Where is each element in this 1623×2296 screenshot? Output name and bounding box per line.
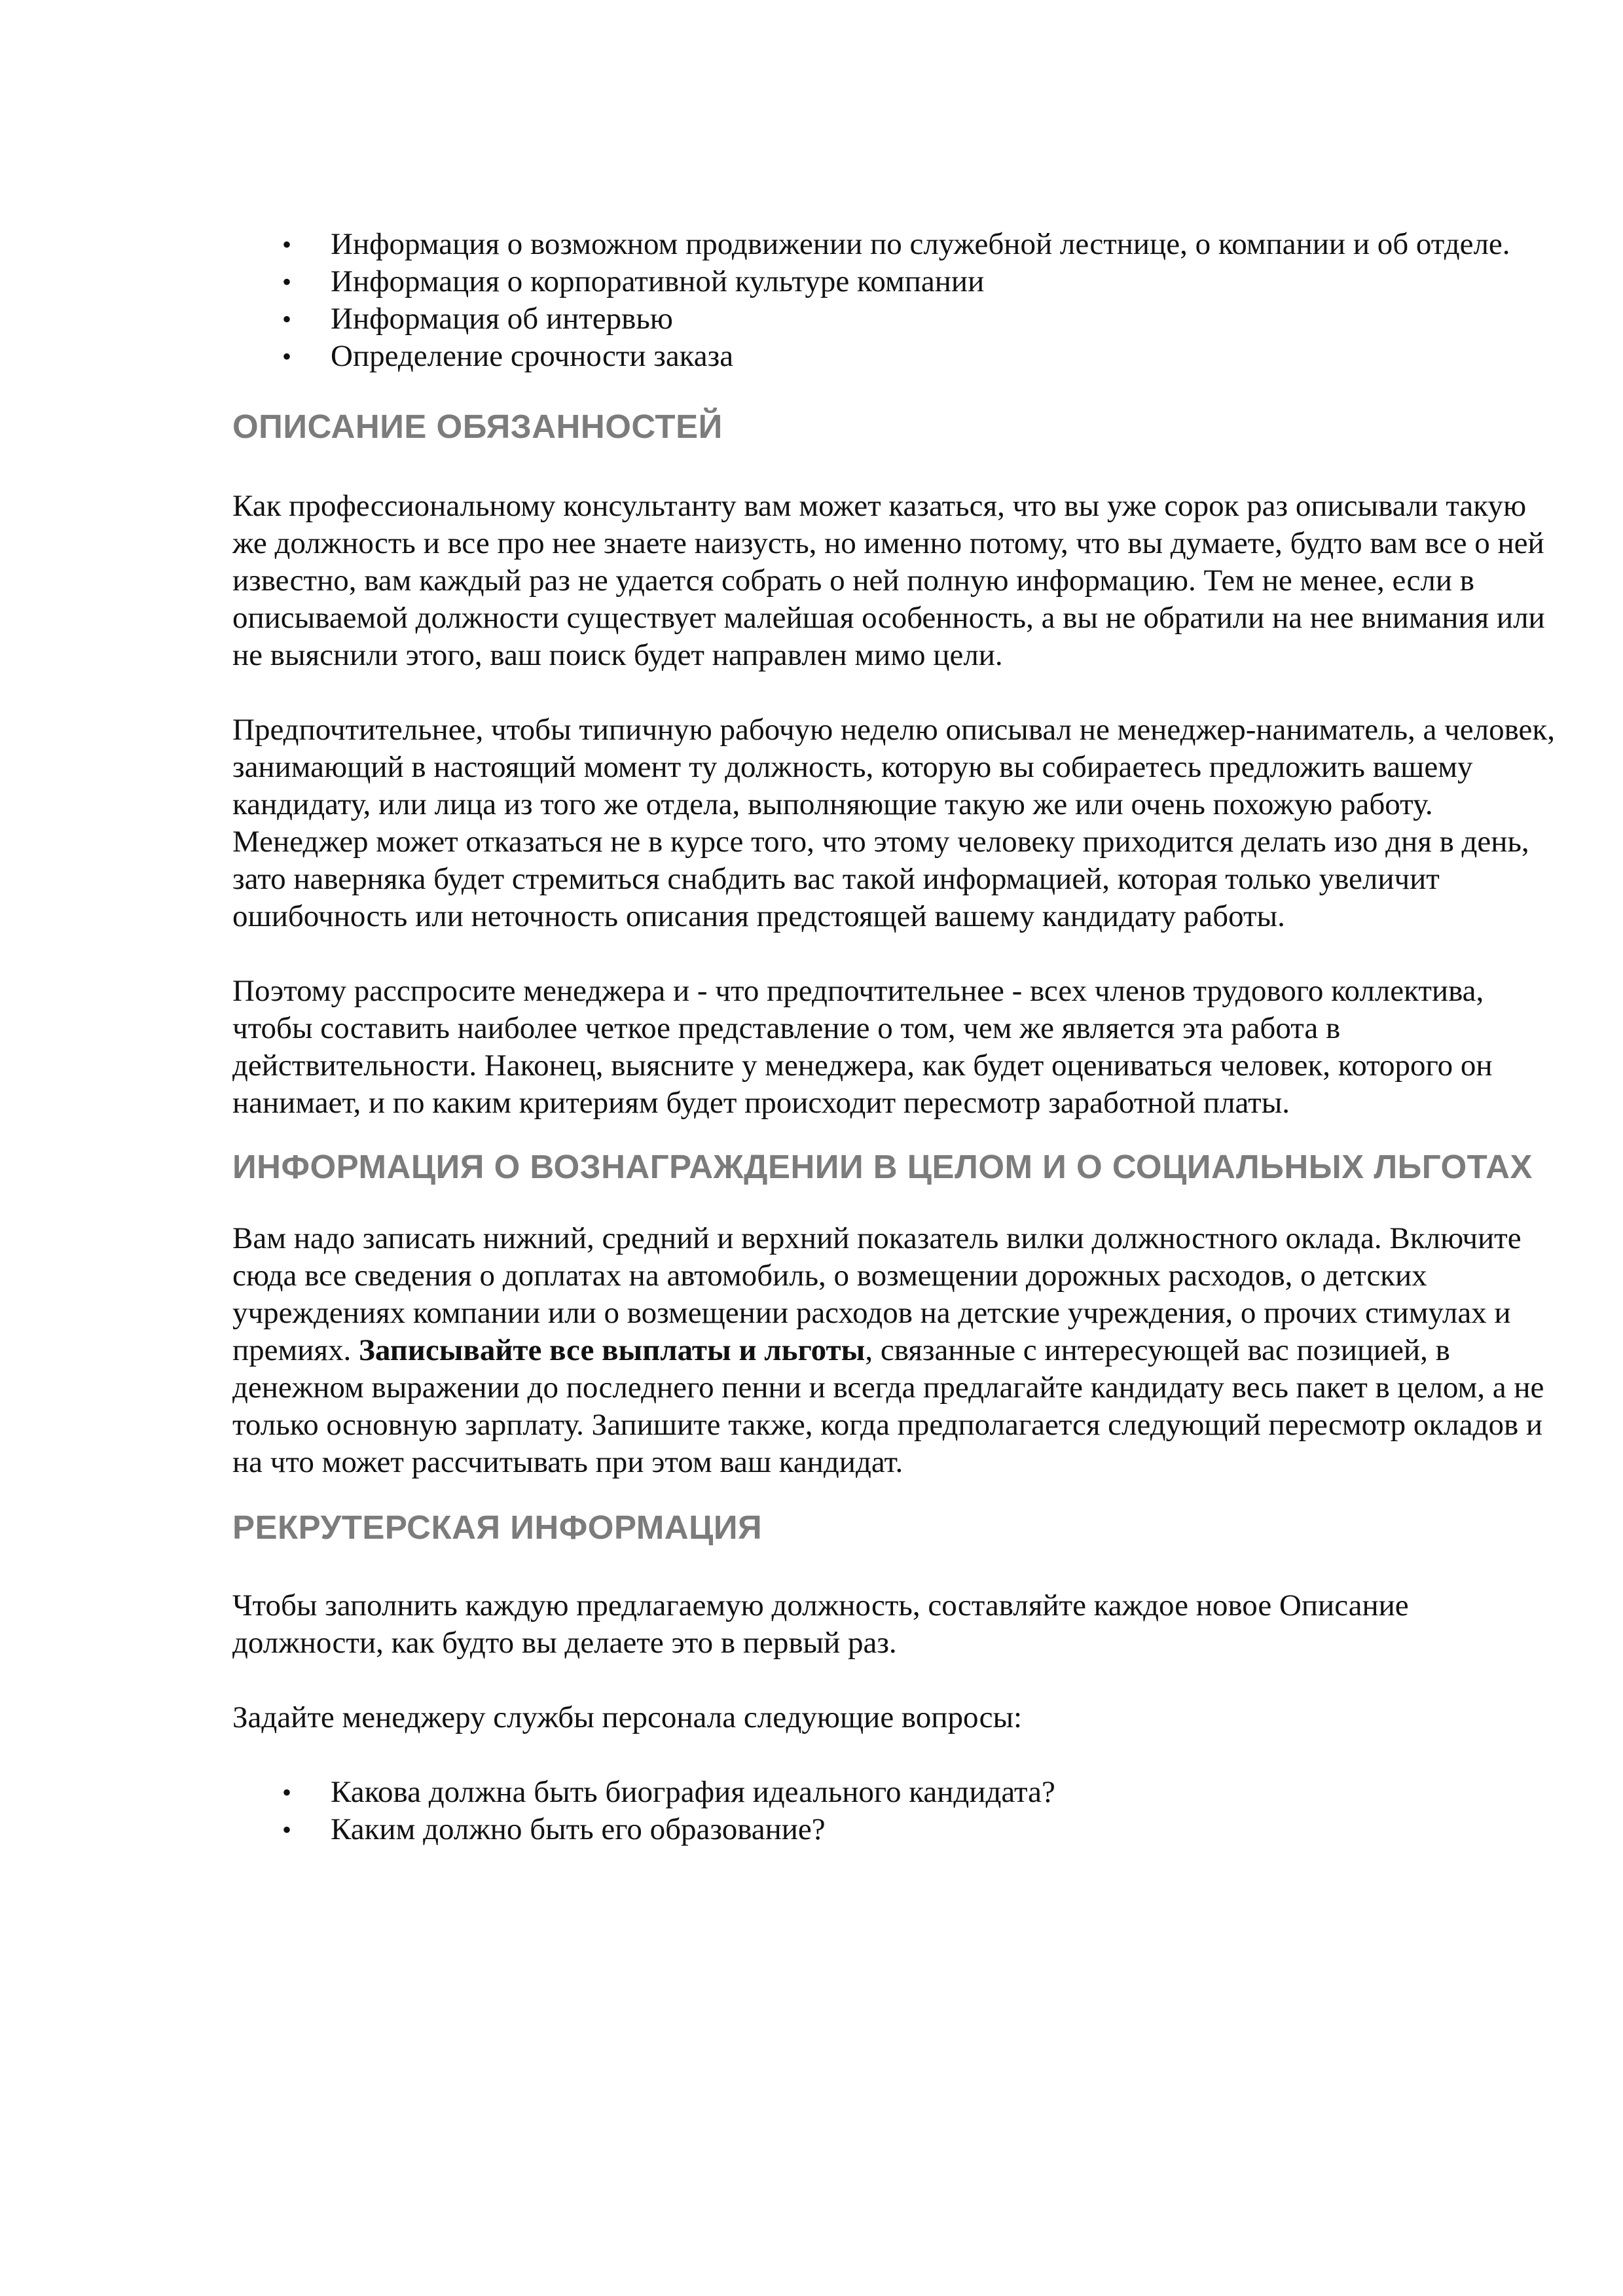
recruiting-paragraph-1: Чтобы заполнить каждую предлагаемую должность, составляйте каждое новое Описание должности, как будто вы делаете это в первый раз. bbox=[232, 1588, 1409, 1660]
section-heading-recruiting: РЕКРУТЕРСКАЯ ИНФОРМАЦИЯ bbox=[232, 1509, 763, 1546]
duties-paragraph-3: Поэтому расспросите менеджера и - что предпочтительнее - всех членов трудового коллектива, чтобы составить наиболее четкое представление о том, чем же является эта работа в действительности. Наконец, выясните у менеджера, как будет оцениваться человек, которого он нанимает, и по каким критериям будет происходит пересмотр заработной платы. bbox=[232, 974, 1493, 1120]
duties-paragraph-2: Предпочтительнее, чтобы типичную рабочую неделю описывал не менеджер-наниматель, а человек, занимающий в настоящий момент ту должность, которую вы собираетесь предложить вашему кандидату, или лица из того же отдела, выполняющие такую же или очень похожую работу. Менеджер может отказаться не в курсе того, что этому человеку приходится делать изо дня в день, зато наверняка будет стремиться снабдить вас такой информацией, которая только увеличит ошибочность или неточность описания предстоящей вашему кандидату работы. bbox=[232, 713, 1555, 933]
section-heading-compensation: ИНФОРМАЦИЯ О ВОЗНАГРАЖДЕНИИ В ЦЕЛОМ И О СОЦИАЛЬНЫХ ЛЬГОТАХ bbox=[232, 1148, 1533, 1185]
list-item bbox=[232, 338, 1555, 375]
compensation-paragraph bbox=[232, 1220, 1555, 1481]
bullet-icon: • bbox=[282, 304, 292, 334]
compensation-text-start: Вам надо записать нижний, средний и верхний показатель вилки должностного оклада. Включите сюда все сведения о доплатах на автомобиль, о возмещении дорожных расходов, о детских учреждениях компании или о возмещении расходов на детские учреждения, о прочих стимулах и премиях. bbox=[232, 1221, 1522, 1367]
compensation-text-bold: Записывайте все выплаты и льготы bbox=[359, 1333, 866, 1367]
bullet-icon: • bbox=[282, 1778, 292, 1807]
list-item bbox=[232, 263, 1555, 300]
bullet-icon: • bbox=[282, 230, 292, 259]
list-item bbox=[232, 1811, 1555, 1848]
bullet-icon: • bbox=[282, 267, 292, 296]
list-item bbox=[232, 1774, 1555, 1811]
bullet-icon: • bbox=[282, 342, 292, 371]
section-heading-duties: ОПИСАНИЕ ОБЯЗАННОСТЕЙ bbox=[232, 408, 723, 445]
list-item-text: Информация об интервью bbox=[331, 302, 673, 336]
recruiting-bullet-list bbox=[232, 1774, 1555, 1848]
list-item-text: Каким должно быть его образование? bbox=[331, 1812, 826, 1846]
list-item-text: Информация о возможном продвижении по служебной лестнице, о компании и об отделе. bbox=[331, 227, 1510, 261]
compensation-text-end: , связанные с интересующей вас позицией, в денежном выражении до последнего пенни и всегда предлагайте кандидату весь пакет в целом, а не только основную зарплату. Запишите также, когда предполагается следующий пересмотр окладов и на что может рассчитывать при этом ваш кандидат. bbox=[232, 1333, 1544, 1479]
list-item bbox=[232, 226, 1555, 263]
list-item-text: Определение срочности заказа bbox=[331, 339, 734, 373]
list-item bbox=[232, 300, 1555, 338]
bullet-icon: • bbox=[282, 1815, 292, 1844]
recruiting-paragraph-2: Задайте менеджеру службы персонала следующие вопросы: bbox=[232, 1700, 1023, 1734]
top-bullet-list bbox=[232, 226, 1555, 375]
list-item-text: Информация о корпоративной культуре компании bbox=[331, 264, 985, 298]
duties-paragraph-1: Как профессиональному консультанту вам может казаться, что вы уже сорок раз описывали такую же должность и все про нее знаете наизусть, но именно потому, что вы думаете, будто вам все о ней известно, вам каждый раз не удается собрать о ней полную информацию. Тем не менее, если в описываемой должности существует малейшая особенность, а вы не обратили на нее внимания или не выяснили этого, ваш поиск будет направлен мимо цели. bbox=[232, 489, 1545, 672]
document-page bbox=[232, 226, 1555, 1848]
list-item-text: Какова должна быть биография идеального кандидата? bbox=[331, 1775, 1055, 1809]
